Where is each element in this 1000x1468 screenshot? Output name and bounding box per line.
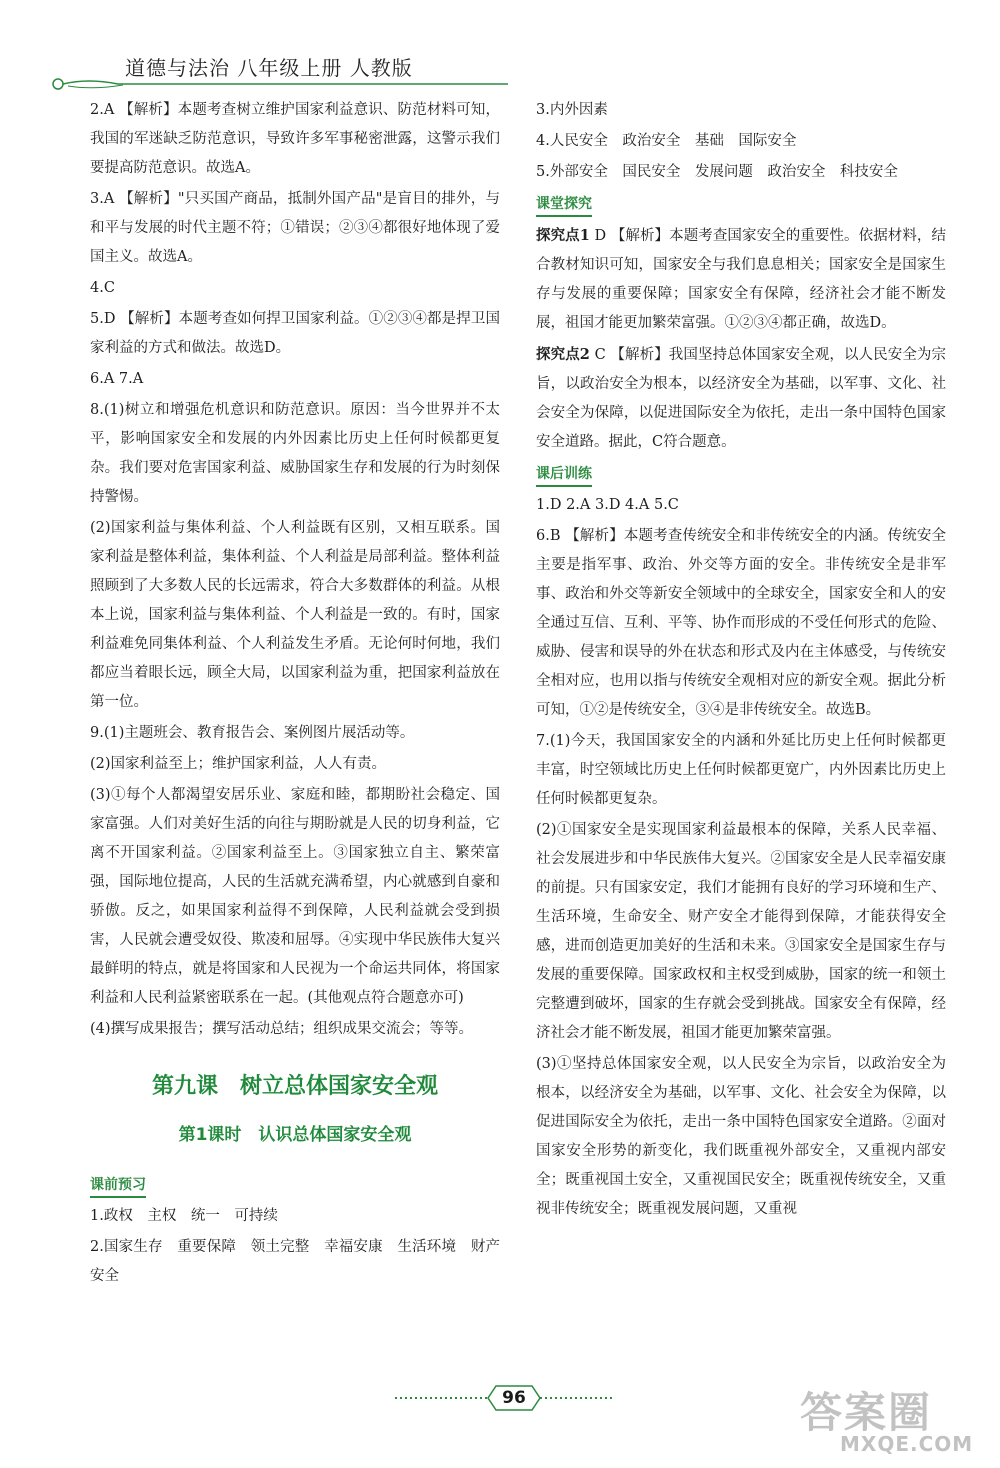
- answer-item: 9.(1)主题班会、教育报告会、案例图片展活动等。: [90, 725, 415, 741]
- answer-item: (3)①每个人都渴望安居乐业、家庭和睦，都期盼社会稳定、国家富强。人们对美好生活的向往与期盼就是人民的切身利益，它离不开国家利益。②国家利益至上。③国家独立自主、繁荣富强，国际地位提高，人民的生活就充满希望，内心就感到自豪和骄傲。反之，如果国家利益得不到保障，人民利益就会受到损害，人民就会遭受奴役、欺凌和屈辱。④实现中华民族伟大复兴最鲜明的特点，就是将国家和人民视为一个命运共同体，将国家利益和人民利益紧密联系在一起。(其他观点符合题意亦可): [90, 787, 500, 1006]
- section-preview-heading: 课前预习: [90, 1174, 146, 1198]
- answer-item: 4.C: [90, 280, 115, 296]
- answer-item: 6.A 7.A: [90, 371, 144, 387]
- explore-item: [536, 340, 946, 457]
- training-item: (3)①坚持总体国家安全观，以人民安全为宗旨，以政治安全为根本，以经济安全为基础，以军事、文化、社会安全为保障，以促进国际安全为依托，走出一条中国特色国家安全道路。②面对国家安全形势的新变化，我们既重视外部安全，又重视内部安全；既重视国土安全，又重视国民安全；既重视传统安全，又重视非传统安全；既重视发展问题，又重视: [536, 1056, 946, 1217]
- preview-item: 1.政权 主权 统一 可持续: [90, 1208, 278, 1224]
- training-item: 6.B 【解析】本题考查传统安全和非传统安全的内涵。传统安全主要是指军事、政治、外交等方面的安全。非传统安全是非军事、政治和外交等新安全领域中的全球安全，国家安全和人的安全通过互信、互利、平等、协作而形成的不受任何形式的危险、威胁、侵害和误导的外在状态和形式及内在主体感受，与传统安全相对应，也用以指与传统安全观相对应的新安全观。据此分析可知，①②是传统安全，③④是非传统安全。故选B。: [536, 528, 946, 718]
- answer-item: 2.A 【解析】本题考查树立维护国家利益意识、防范材料可知，我国的军迷缺乏防范意识，导致许多军事秘密泄露，这警示我们要提高防范意识。故选A。: [90, 102, 500, 176]
- right-column: [536, 96, 946, 1226]
- page-number: 96: [502, 1388, 526, 1408]
- explore-label: 探究点2: [536, 346, 590, 363]
- answer-item: (4)撰写成果报告；撰写活动总结；组织成果交流会；等等。: [90, 1021, 474, 1037]
- answer-item: 3.内外因素: [536, 102, 608, 118]
- answer-item: 3.A 【解析】"只买国产商品，抵制外国产品"是盲目的排外，与和平与发展的时代主题不符；①错误；②③④都很好地体现了爱国主义。故选A。: [90, 191, 500, 265]
- explore-text: C 【解析】我国坚持总体国家安全观，以人民安全为宗旨，以政治安全为根本，以经济安全为基础，以军事、文化、社会安全为保障，以促进国际安全为依托，走出一条中国特色国家安全道路。据此，C符合题意。: [536, 347, 947, 450]
- answer-item: 4.人民安全 政治安全 基础 国际安全: [536, 133, 797, 149]
- left-column: [90, 96, 500, 1293]
- explore-text: D 【解析】本题考查国家安全的重要性。依据材料，结合教材知识可知，国家安全与我们息息相关；国家安全是国家生存与发展的重要保障；国家安全有保障，经济社会才能不断发展，祖国才能更加繁荣富强。①②③④都正确，故选D。: [536, 228, 947, 331]
- answer-item: 5.外部安全 国民安全 发展问题 政治安全 科技安全: [536, 164, 898, 180]
- explore-item: [536, 221, 946, 338]
- section-explore-heading: 课堂探究: [536, 193, 592, 217]
- answer-item: (2)国家利益至上；维护国家利益，人人有责。: [90, 756, 387, 772]
- period-title: 第1课时 认识总体国家安全观: [178, 1125, 412, 1145]
- training-item: (2)①国家安全是实现国家利益最根本的保障，关系人民幸福、社会发展进步和中华民族伟大复兴。②国家安全是人民幸福安康的前提。只有国家安定，我们才能拥有良好的学习环境和生产、生活环境，生命安全、财产安全才能得到保障，才能获得安全感，进而创造更加美好的生活和未来。③国家安全是国家生存与发展的重要保障。国家政权和主权受到威胁，国家的统一和领土完整遭到破坏，国家的生存就会受到挑战。国家安全有保障，经济社会才能不断发展，祖国才能更加繁荣富强。: [536, 822, 946, 1041]
- lesson-title: 第九课 树立总体国家安全观: [151, 1074, 438, 1099]
- page-header: [0, 0, 1000, 90]
- book-title: 道德与法治 八年级上册 人教版: [125, 56, 413, 80]
- section-training-heading: 课后训练: [536, 463, 592, 487]
- answer-item: 5.D 【解析】本题考查如何捍卫国家利益。①②③④都是捍卫国家利益的方式和做法。故选D。: [90, 311, 500, 356]
- training-item: 1.D 2.A 3.D 4.A 5.C: [536, 497, 679, 513]
- training-item: 7.(1)今天，我国国家安全的内涵和外延比历史上任何时候都更丰富，时空领域比历史上任何时候都更宽广，内外因素比历史上任何时候都更复杂。: [536, 733, 946, 807]
- header-decoration: [48, 76, 518, 92]
- answer-item: (2)国家利益与集体利益、个人利益既有区别，又相互联系。国家利益是整体利益，集体利益、个人利益是局部利益。整体利益照顾到了大多数人民的长远需求，符合大多数群体的利益。从根本上说，国家利益与集体利益、个人利益是一致的。有时，国家利益难免同集体利益、个人利益发生矛盾。无论何时何地，我们都应当着眼长远，顾全大局，以国家利益为重，把国家利益放在第一位。: [90, 520, 500, 710]
- explore-label: 探究点1: [536, 227, 590, 244]
- watermark-logo: 答案圈 MXQE.COM: [800, 1388, 974, 1456]
- answer-item: 8.(1)树立和增强危机意识和防范意识。原因：当今世界并不太平，影响国家安全和发展的内外因素比历史上任何时候都更复杂。我们要对危害国家利益、威胁国家生存和发展的行为时刻保持警惕。: [90, 402, 500, 505]
- preview-item: 2.国家生存 重要保障 领土完整 幸福安康 生活环境 财产安全: [90, 1239, 500, 1284]
